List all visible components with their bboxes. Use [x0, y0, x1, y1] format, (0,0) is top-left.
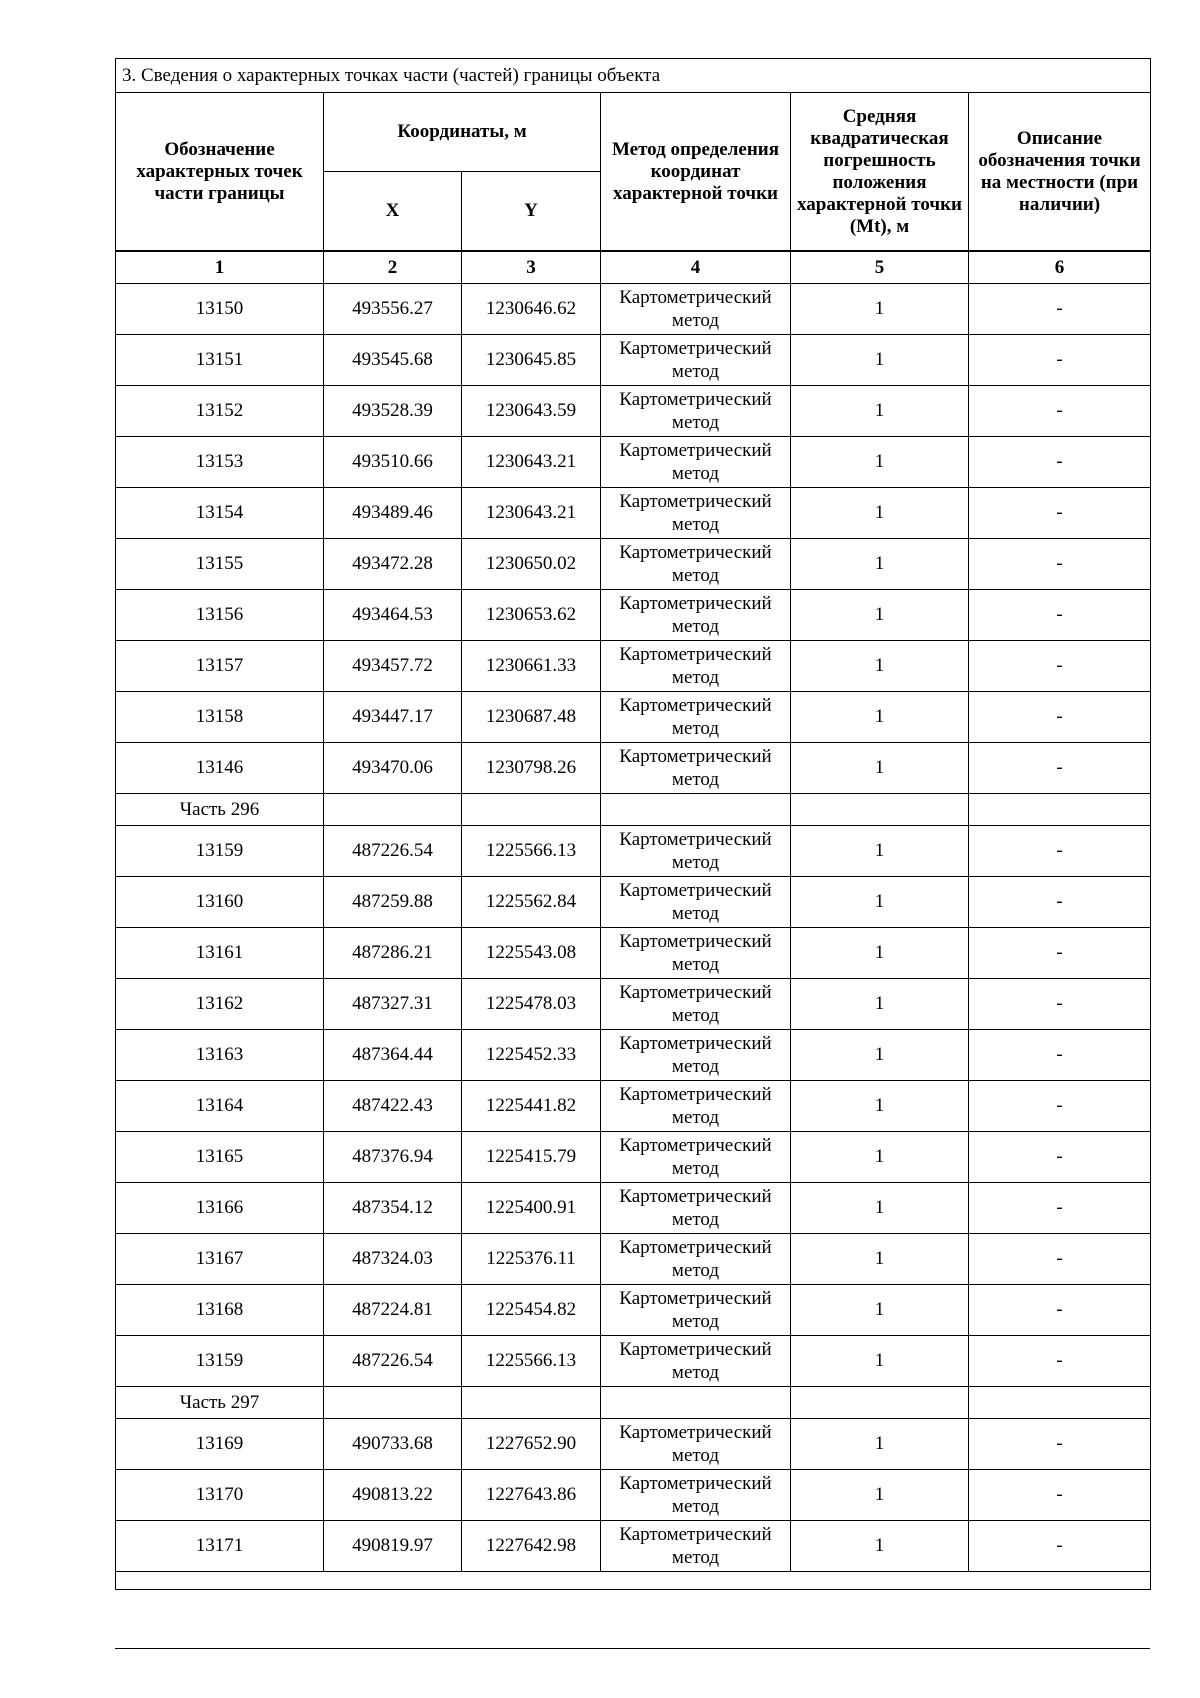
column-number: 2 — [324, 251, 462, 284]
coordinate-x: 487376.94 — [324, 1132, 462, 1183]
description-value: - — [969, 590, 1151, 641]
method-cell: Картометрический метод — [601, 335, 791, 386]
description-value: - — [969, 1234, 1151, 1285]
empty-cell — [791, 1387, 969, 1419]
method-cell: Картометрический метод — [601, 284, 791, 335]
description-value: - — [969, 641, 1151, 692]
table-end-row — [116, 1572, 1151, 1590]
description-value: - — [969, 1132, 1151, 1183]
method-cell: Картометрический метод — [601, 1030, 791, 1081]
section-title: 3. Сведения о характерных точках части (частей) границы объекта — [116, 59, 1151, 93]
table-row — [116, 1081, 1151, 1132]
description-value: - — [969, 539, 1151, 590]
table-body — [116, 284, 1151, 1590]
method-cell: Картометрический метод — [601, 590, 791, 641]
table-row — [116, 1285, 1151, 1336]
method-cell: Картометрический метод — [601, 1183, 791, 1234]
method-cell: Картометрический метод — [601, 437, 791, 488]
coordinate-y: 1230646.62 — [462, 284, 601, 335]
error-value: 1 — [791, 1132, 969, 1183]
header-y: Y — [462, 172, 601, 252]
coordinate-x: 487354.12 — [324, 1183, 462, 1234]
coordinate-x: 493545.68 — [324, 335, 462, 386]
coordinate-x: 487224.81 — [324, 1285, 462, 1336]
empty-cell — [462, 1387, 601, 1419]
description-value: - — [969, 284, 1151, 335]
method-cell: Картометрический метод — [601, 877, 791, 928]
error-value: 1 — [791, 743, 969, 794]
error-value: 1 — [791, 1470, 969, 1521]
error-value: 1 — [791, 1419, 969, 1470]
description-value: - — [969, 1285, 1151, 1336]
coordinate-x: 493528.39 — [324, 386, 462, 437]
empty-cell — [462, 794, 601, 826]
error-value: 1 — [791, 1234, 969, 1285]
table-row — [116, 1470, 1151, 1521]
coordinate-y: 1230661.33 — [462, 641, 601, 692]
table-row — [116, 590, 1151, 641]
point-id: 13159 — [116, 826, 324, 877]
empty-cell — [601, 794, 791, 826]
coordinate-x: 487259.88 — [324, 877, 462, 928]
coordinate-y: 1225415.79 — [462, 1132, 601, 1183]
error-value: 1 — [791, 1285, 969, 1336]
coordinate-x: 487364.44 — [324, 1030, 462, 1081]
method-cell: Картометрический метод — [601, 979, 791, 1030]
error-value: 1 — [791, 692, 969, 743]
point-id: 13155 — [116, 539, 324, 590]
method-cell: Картометрический метод — [601, 1419, 791, 1470]
error-value: 1 — [791, 641, 969, 692]
method-cell: Картометрический метод — [601, 1521, 791, 1572]
table-row — [116, 1419, 1151, 1470]
table-row — [116, 437, 1151, 488]
part-header-row — [116, 1387, 1151, 1419]
description-value: - — [969, 1183, 1151, 1234]
coordinate-x: 487324.03 — [324, 1234, 462, 1285]
method-cell: Картометрический метод — [601, 1470, 791, 1521]
point-id: 13150 — [116, 284, 324, 335]
error-value: 1 — [791, 488, 969, 539]
coordinate-y: 1225478.03 — [462, 979, 601, 1030]
point-id: 13169 — [116, 1419, 324, 1470]
table-row — [116, 1132, 1151, 1183]
error-value: 1 — [791, 1336, 969, 1387]
point-id: 13165 — [116, 1132, 324, 1183]
part-label: Часть 297 — [116, 1387, 324, 1419]
empty-cell — [791, 794, 969, 826]
error-value: 1 — [791, 284, 969, 335]
empty-cell — [324, 1387, 462, 1419]
header-x: X — [324, 172, 462, 252]
description-value: - — [969, 1336, 1151, 1387]
coordinate-y: 1230645.85 — [462, 335, 601, 386]
coordinate-y: 1225376.11 — [462, 1234, 601, 1285]
description-value: - — [969, 979, 1151, 1030]
table-row — [116, 826, 1151, 877]
coordinate-x: 493470.06 — [324, 743, 462, 794]
header-designation: Обозначение характерных точек части границы — [116, 93, 324, 252]
description-value: - — [969, 1081, 1151, 1132]
point-id: 13160 — [116, 877, 324, 928]
coordinate-y: 1230643.59 — [462, 386, 601, 437]
header-method: Метод определения координат характерной точки — [601, 93, 791, 252]
method-cell: Картометрический метод — [601, 1132, 791, 1183]
table-row — [116, 1183, 1151, 1234]
point-id: 13162 — [116, 979, 324, 1030]
error-value: 1 — [791, 1081, 969, 1132]
error-value: 1 — [791, 437, 969, 488]
point-id: 13156 — [116, 590, 324, 641]
coordinate-y: 1227642.98 — [462, 1521, 601, 1572]
coordinate-y: 1225562.84 — [462, 877, 601, 928]
coordinate-y: 1225543.08 — [462, 928, 601, 979]
error-value: 1 — [791, 826, 969, 877]
table-row — [116, 877, 1151, 928]
error-value: 1 — [791, 979, 969, 1030]
coordinate-x: 487327.31 — [324, 979, 462, 1030]
coordinate-y: 1225566.13 — [462, 1336, 601, 1387]
method-cell: Картометрический метод — [601, 692, 791, 743]
table-row — [116, 692, 1151, 743]
error-value: 1 — [791, 1521, 969, 1572]
table-row — [116, 386, 1151, 437]
coordinate-y: 1225452.33 — [462, 1030, 601, 1081]
part-header-row — [116, 794, 1151, 826]
point-id: 13166 — [116, 1183, 324, 1234]
error-value: 1 — [791, 590, 969, 641]
coordinate-y: 1225454.82 — [462, 1285, 601, 1336]
point-id: 13168 — [116, 1285, 324, 1336]
description-value: - — [969, 335, 1151, 386]
column-number: 1 — [116, 251, 324, 284]
table-row — [116, 928, 1151, 979]
method-cell: Картометрический метод — [601, 1234, 791, 1285]
points-table — [115, 58, 1151, 1590]
description-value: - — [969, 928, 1151, 979]
coordinate-x: 493472.28 — [324, 539, 462, 590]
point-id: 13164 — [116, 1081, 324, 1132]
table-row — [116, 488, 1151, 539]
column-number: 6 — [969, 251, 1151, 284]
description-value: - — [969, 488, 1151, 539]
method-cell: Картометрический метод — [601, 1285, 791, 1336]
part-label: Часть 296 — [116, 794, 324, 826]
method-cell: Картометрический метод — [601, 539, 791, 590]
description-value: - — [969, 437, 1151, 488]
coordinate-x: 487286.21 — [324, 928, 462, 979]
table-row — [116, 1521, 1151, 1572]
point-id: 13158 — [116, 692, 324, 743]
empty-cell — [969, 1387, 1151, 1419]
coordinate-y: 1230643.21 — [462, 437, 601, 488]
document-page — [115, 58, 1150, 1590]
description-value: - — [969, 1030, 1151, 1081]
method-cell: Картометрический метод — [601, 928, 791, 979]
table-row — [116, 284, 1151, 335]
coordinate-x: 493556.27 — [324, 284, 462, 335]
coordinate-y: 1225400.91 — [462, 1183, 601, 1234]
coordinate-y: 1230687.48 — [462, 692, 601, 743]
coordinate-y: 1230798.26 — [462, 743, 601, 794]
coordinate-x: 493489.46 — [324, 488, 462, 539]
coordinate-x: 490813.22 — [324, 1470, 462, 1521]
point-id: 13170 — [116, 1470, 324, 1521]
coordinate-y: 1227643.86 — [462, 1470, 601, 1521]
coordinate-y: 1230650.02 — [462, 539, 601, 590]
table-row — [116, 641, 1151, 692]
empty-cell — [324, 794, 462, 826]
description-value: - — [969, 692, 1151, 743]
point-id: 13161 — [116, 928, 324, 979]
header-coordinates: Координаты, м — [324, 93, 601, 172]
method-cell: Картометрический метод — [601, 488, 791, 539]
method-cell: Картометрический метод — [601, 826, 791, 877]
coordinate-y: 1225566.13 — [462, 826, 601, 877]
point-id: 13152 — [116, 386, 324, 437]
method-cell: Картометрический метод — [601, 386, 791, 437]
coordinate-x: 487226.54 — [324, 826, 462, 877]
column-number: 3 — [462, 251, 601, 284]
point-id: 13167 — [116, 1234, 324, 1285]
description-value: - — [969, 1419, 1151, 1470]
error-value: 1 — [791, 1030, 969, 1081]
error-value: 1 — [791, 335, 969, 386]
description-value: - — [969, 877, 1151, 928]
table-row — [116, 743, 1151, 794]
table-row — [116, 539, 1151, 590]
table-row — [116, 1336, 1151, 1387]
empty-cell — [969, 794, 1151, 826]
error-value: 1 — [791, 539, 969, 590]
coordinate-x: 493457.72 — [324, 641, 462, 692]
coordinate-x: 493510.66 — [324, 437, 462, 488]
coordinate-x: 487422.43 — [324, 1081, 462, 1132]
table-row — [116, 979, 1151, 1030]
table-row — [116, 335, 1151, 386]
coordinate-y: 1227652.90 — [462, 1419, 601, 1470]
empty-cell — [601, 1387, 791, 1419]
column-number: 5 — [791, 251, 969, 284]
point-id: 13154 — [116, 488, 324, 539]
empty-cell — [116, 1572, 1151, 1590]
description-value: - — [969, 743, 1151, 794]
point-id: 13146 — [116, 743, 324, 794]
coordinate-x: 490733.68 — [324, 1419, 462, 1470]
error-value: 1 — [791, 1183, 969, 1234]
description-value: - — [969, 1521, 1151, 1572]
point-id: 13163 — [116, 1030, 324, 1081]
point-id: 13157 — [116, 641, 324, 692]
table-row — [116, 1030, 1151, 1081]
method-cell: Картометрический метод — [601, 641, 791, 692]
description-value: - — [969, 1470, 1151, 1521]
method-cell: Картометрический метод — [601, 1336, 791, 1387]
coordinate-y: 1230653.62 — [462, 590, 601, 641]
coordinate-x: 493447.17 — [324, 692, 462, 743]
header-error: Средняя квадратическая погрешность положения характерной точки (Mt), м — [791, 93, 969, 252]
header-description: Описание обозначения точки на местности (при наличии) — [969, 93, 1151, 252]
error-value: 1 — [791, 877, 969, 928]
footer-divider — [115, 1648, 1150, 1649]
point-id: 13171 — [116, 1521, 324, 1572]
coordinate-x: 487226.54 — [324, 1336, 462, 1387]
coordinate-x: 493464.53 — [324, 590, 462, 641]
description-value: - — [969, 386, 1151, 437]
coordinate-x: 490819.97 — [324, 1521, 462, 1572]
method-cell: Картометрический метод — [601, 1081, 791, 1132]
point-id: 13151 — [116, 335, 324, 386]
description-value: - — [969, 826, 1151, 877]
coordinate-y: 1230643.21 — [462, 488, 601, 539]
method-cell: Картометрический метод — [601, 743, 791, 794]
point-id: 13159 — [116, 1336, 324, 1387]
error-value: 1 — [791, 386, 969, 437]
point-id: 13153 — [116, 437, 324, 488]
column-number: 4 — [601, 251, 791, 284]
table-row — [116, 1234, 1151, 1285]
coordinate-y: 1225441.82 — [462, 1081, 601, 1132]
error-value: 1 — [791, 928, 969, 979]
